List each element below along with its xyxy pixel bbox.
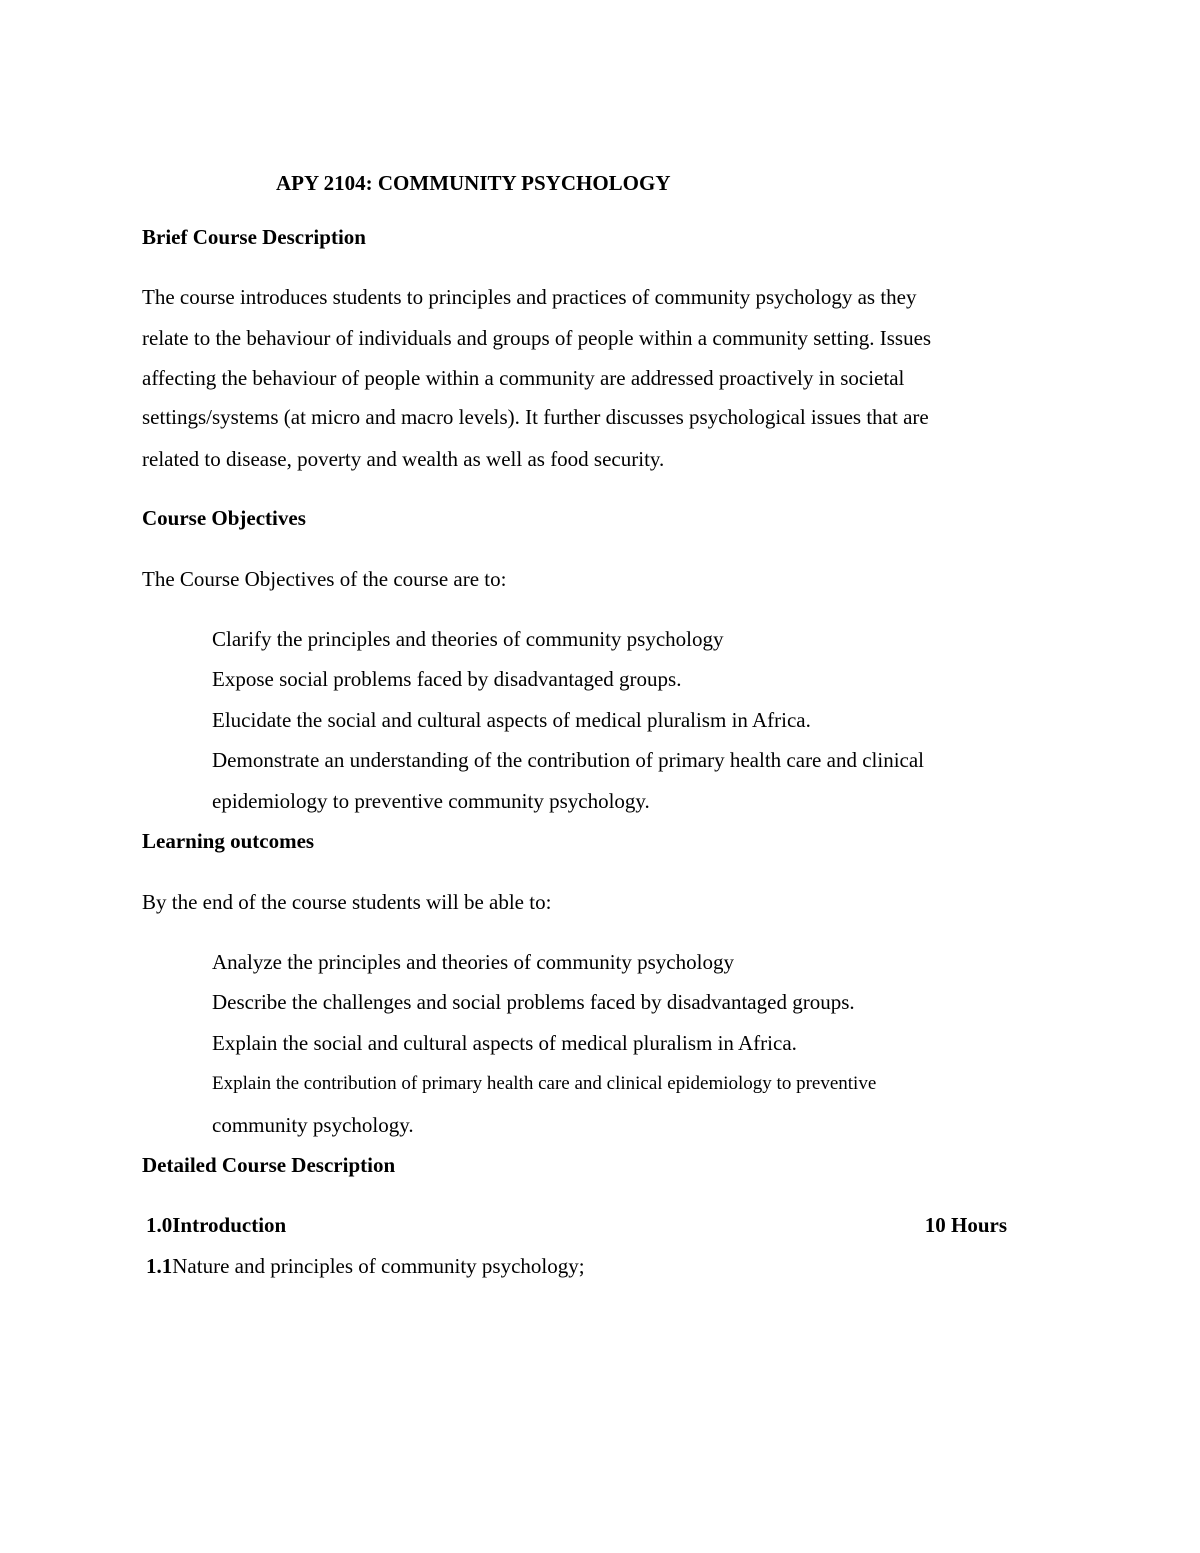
brief-line-1: The course introduces students to principles and practices of community psychology as they xyxy=(142,285,917,309)
section-1-0-hours: 10 Hours xyxy=(924,1213,1007,1237)
brief-description-heading: Brief Course Description xyxy=(142,225,366,249)
objective-item-4: Demonstrate an understanding of the contribution of primary health care and clinical xyxy=(212,748,925,772)
section-1-1 xyxy=(146,1252,585,1280)
outcome-item-4: Explain the contribution of primary health care and clinical epidemiology to preventive xyxy=(212,1073,877,1094)
objectives-heading: Course Objectives xyxy=(142,506,306,530)
outcome-item-1: Analyze the principles and theories of community psychology xyxy=(212,950,734,974)
section-1-0-number: 1.0 xyxy=(146,1213,173,1237)
outcomes-intro: By the end of the course students will be able to: xyxy=(142,890,552,914)
objective-item-3: Elucidate the social and cultural aspects of medical pluralism in Africa. xyxy=(212,708,811,732)
brief-line-2: relate to the behaviour of individuals and groups of people within a community setting. Issues xyxy=(142,326,932,350)
brief-line-4: settings/systems (at micro and macro levels). It further discusses psychological issues that are xyxy=(142,405,929,429)
outcome-item-4-continued: community psychology. xyxy=(212,1113,414,1137)
brief-line-3: affecting the behaviour of people within a community are addressed proactively in societal xyxy=(142,366,905,390)
outcome-item-3: Explain the social and cultural aspects of medical pluralism in Africa. xyxy=(212,1031,797,1055)
objectives-intro: The Course Objectives of the course are to: xyxy=(142,567,507,591)
section-1-1-number: 1.1 xyxy=(146,1254,173,1278)
objective-item-4-continued: epidemiology to preventive community psychology. xyxy=(212,789,650,813)
outcome-item-2: Describe the challenges and social problems faced by disadvantaged groups. xyxy=(212,990,855,1014)
page-title: APY 2104: COMMUNITY PSYCHOLOGY xyxy=(276,171,671,195)
brief-line-5: related to disease, poverty and wealth as well as food security. xyxy=(142,447,665,471)
objective-item-1: Clarify the principles and theories of community psychology xyxy=(212,627,724,651)
section-1-0 xyxy=(146,1211,286,1239)
detailed-description-heading: Detailed Course Description xyxy=(142,1153,396,1177)
section-1-0-title: Introduction xyxy=(172,1213,287,1237)
objective-item-2: Expose social problems faced by disadvantaged groups. xyxy=(212,667,682,691)
section-1-1-text: Nature and principles of community psychology; xyxy=(172,1254,585,1278)
outcomes-heading: Learning outcomes xyxy=(142,829,315,853)
